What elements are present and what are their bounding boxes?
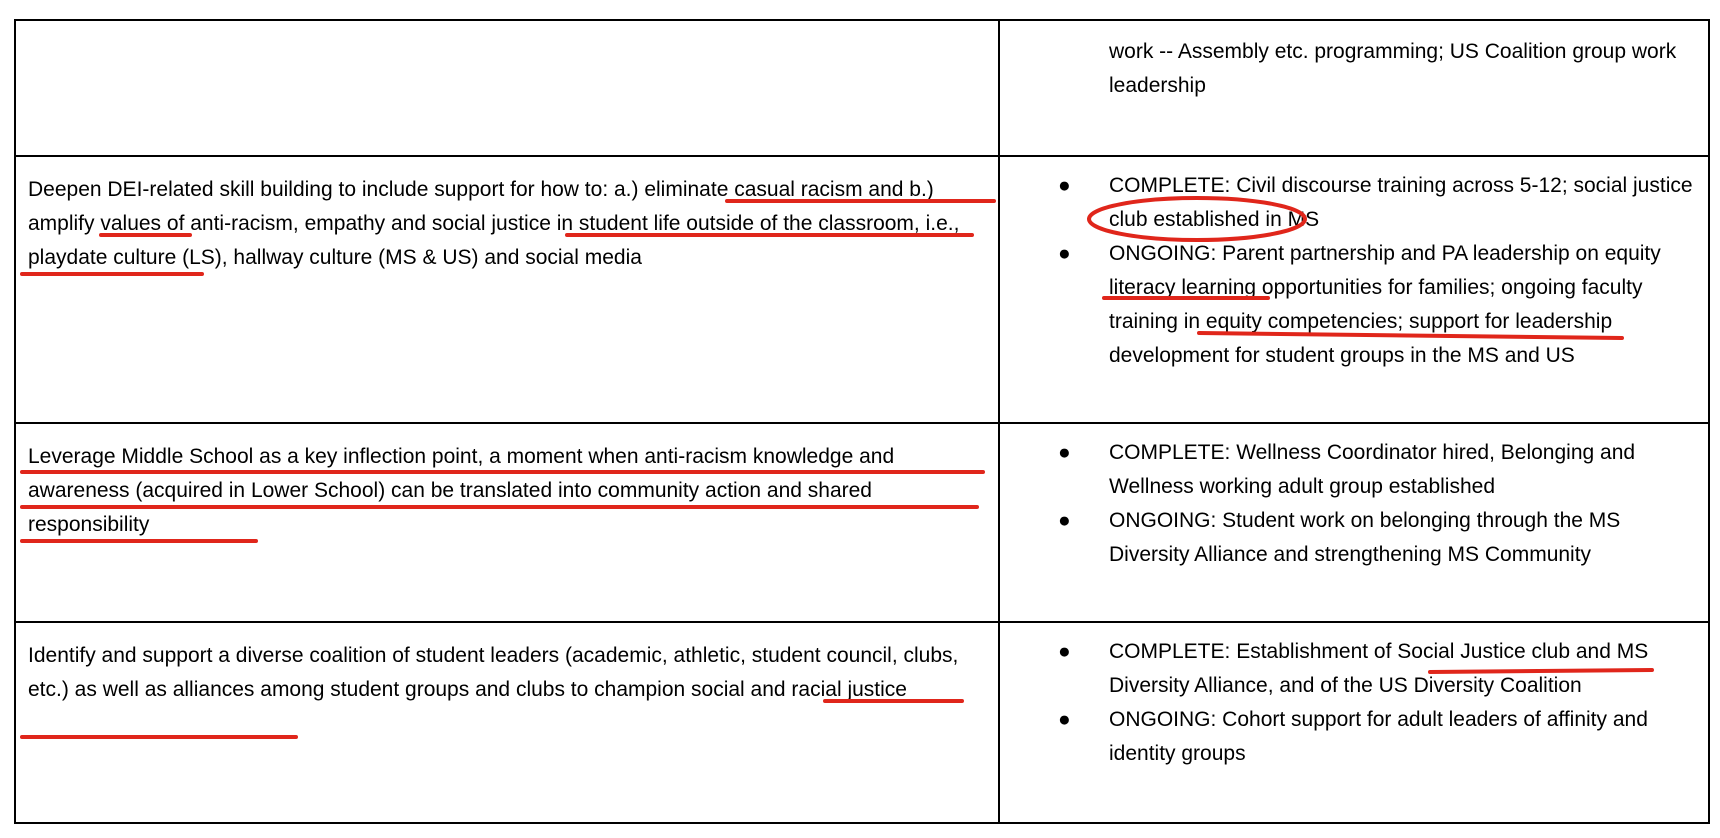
status-cell	[999, 423, 1709, 622]
table-row	[15, 622, 1709, 823]
goal-cell	[15, 423, 999, 622]
status-list	[1000, 436, 1696, 572]
table-row	[15, 20, 1709, 156]
goals-progress-table	[14, 19, 1710, 824]
status-item-text: ONGOING: Student work on belonging through the MS Diversity Alliance and strengthening MS Community	[1109, 509, 1621, 566]
status-cell	[999, 622, 1709, 823]
status-cell	[999, 156, 1709, 423]
list-item	[1000, 703, 1696, 771]
bullet-icon: ●	[1058, 640, 1071, 663]
goal-text: Deepen DEI-related skill building to include support for how to: a.) eliminate casual racism and b.) amplify values of anti-racism, empathy and social justice in student life outside of the classroom, i.e., playdate culture (LS), hallway culture (MS & US) and social media	[28, 178, 960, 269]
status-item-text: COMPLETE: Civil discourse training across 5-12; social justice club established in MS	[1109, 174, 1693, 231]
goal-text: Identify and support a diverse coalition of student leaders (academic, athletic, student council, clubs, etc.) as well as alliances among student groups and clubs to champion social and racial justice	[28, 644, 959, 701]
list-item	[1000, 169, 1696, 237]
list-item	[1000, 504, 1696, 572]
bullet-icon: ●	[1058, 509, 1071, 532]
status-item-text: ONGOING: Cohort support for adult leaders of affinity and identity groups	[1109, 708, 1648, 765]
status-continuation-text: work -- Assembly etc. programming; US Coalition group work leadership	[1109, 40, 1677, 97]
bullet-icon: ●	[1058, 242, 1071, 265]
goal-cell	[15, 622, 999, 823]
status-item-text: COMPLETE: Wellness Coordinator hired, Belonging and Wellness working adult group established	[1109, 441, 1636, 498]
table-row	[15, 423, 1709, 622]
status-list	[1000, 169, 1696, 373]
status-list	[1000, 635, 1696, 771]
status-item-text: COMPLETE: Establishment of Social Justice club and MS Diversity Alliance, and of the US Diversity Coalition	[1109, 640, 1649, 697]
bullet-icon: ●	[1058, 174, 1071, 197]
goal-text	[16, 21, 998, 37]
goal-text: Leverage Middle School as a key inflection point, a moment when anti-racism knowledge and awareness (acquired in Lower School) can be translated into community action and shared responsibility	[28, 445, 895, 536]
status-item-text: ONGOING: Parent partnership and PA leadership on equity literacy learning opportunities for families; ongoing faculty training in equity competencies; support for leadership development for student groups in the MS and US	[1109, 242, 1661, 367]
bullet-icon: ●	[1058, 441, 1071, 464]
table-row	[15, 156, 1709, 423]
list-item	[1000, 436, 1696, 504]
list-item	[1000, 635, 1696, 703]
bullet-icon: ●	[1058, 708, 1071, 731]
goal-cell	[15, 156, 999, 423]
goal-cell	[15, 20, 999, 156]
list-item	[1000, 237, 1696, 373]
status-cell	[999, 20, 1709, 156]
